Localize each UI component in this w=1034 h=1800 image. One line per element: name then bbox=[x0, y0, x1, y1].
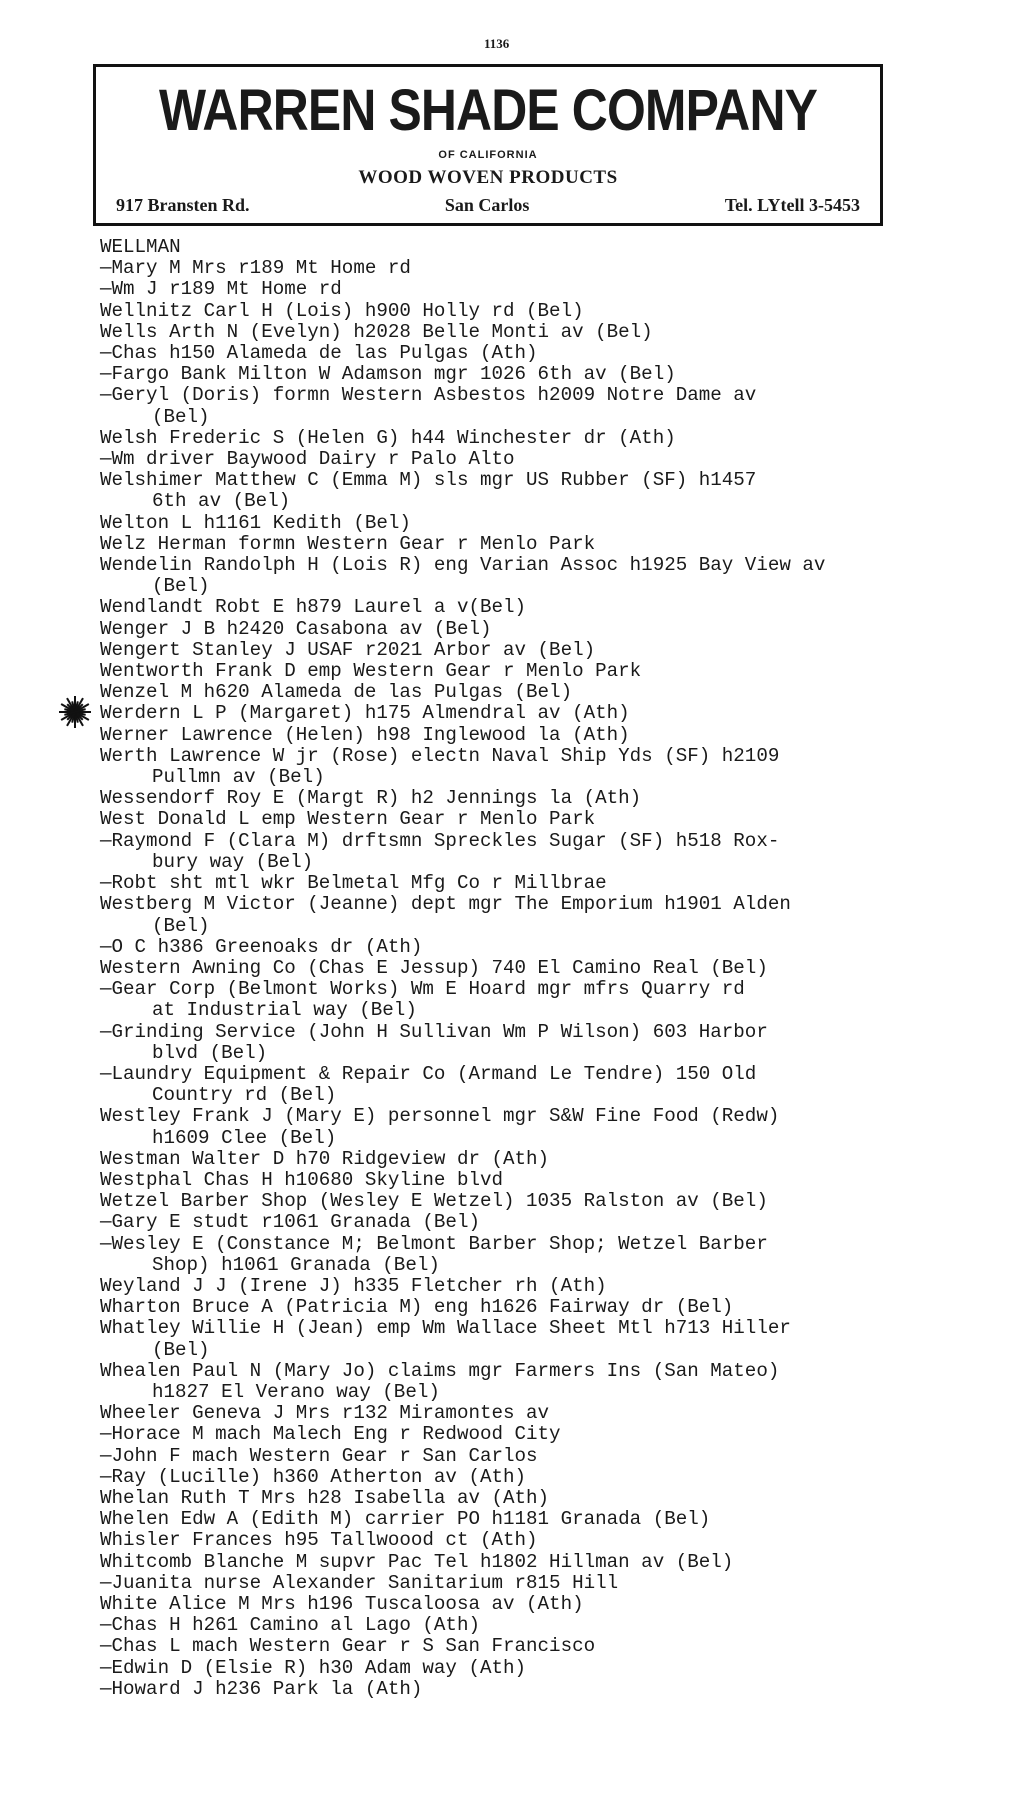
entry-line: —Grinding Service (John H Sullivan Wm P Wilson) 603 Harbor bbox=[100, 1020, 768, 1043]
entry-line: Werth Lawrence W jr (Rose) electn Naval Ship Yds (SF) h2109 bbox=[100, 744, 780, 767]
directory-entry bbox=[100, 682, 912, 703]
entry-line: Wetzel Barber Shop (Wesley E Wetzel) 1035 Ralston av (Bel) bbox=[100, 1190, 768, 1213]
directory-entry bbox=[100, 746, 912, 788]
entry-line: —Laundry Equipment & Repair Co (Armand Le Tendre) 150 Old bbox=[100, 1062, 757, 1085]
entry-line: —O C h386 Greenoaks dr (Ath) bbox=[100, 935, 423, 958]
entry-continuation-line: at Industrial way (Bel) bbox=[152, 999, 417, 1022]
directory-entry bbox=[100, 1615, 912, 1636]
entry-line: —Wesley E (Constance M; Belmont Barber Shop; Wetzel Barber bbox=[100, 1232, 768, 1255]
entry-line: —Edwin D (Elsie R) h30 Adam way (Ath) bbox=[100, 1656, 527, 1679]
directory-entry bbox=[100, 428, 912, 449]
entry-line: Welz Herman formn Western Gear r Menlo Park bbox=[100, 532, 596, 555]
ad-address: 917 Bransten Rd. bbox=[116, 195, 250, 215]
entry-continuation-line: h1609 Clee (Bel) bbox=[152, 1126, 337, 1149]
entry-line: Westphal Chas H h10680 Skyline blvd bbox=[100, 1168, 504, 1191]
entry-line: Wharton Bruce A (Patricia M) eng h1626 Fairway dr (Bel) bbox=[100, 1296, 734, 1319]
entry-line: —Juanita nurse Alexander Sanitarium r815 Hill bbox=[100, 1571, 619, 1594]
entry-line: Wendlandt Robt E h879 Laurel a v(Bel) bbox=[100, 596, 527, 619]
directory-entry bbox=[100, 1467, 912, 1488]
entry-line: —Mary M Mrs r189 Mt Home rd bbox=[100, 257, 411, 280]
entry-line: Welton L h1161 Kedith (Bel) bbox=[100, 511, 411, 534]
entry-line: Wenger J B h2420 Casabona av (Bel) bbox=[100, 617, 492, 640]
entry-line: Whisler Frances h95 Tallwoood ct (Ath) bbox=[100, 1529, 538, 1552]
directory-entry bbox=[100, 1424, 912, 1445]
directory-listings bbox=[100, 237, 912, 1700]
entry-line: Wessendorf Roy E (Margt R) h2 Jennings la (Ath) bbox=[100, 787, 642, 810]
directory-entry bbox=[100, 894, 912, 936]
entry-continuation-line: Shop) h1061 Granada (Bel) bbox=[152, 1253, 440, 1276]
entry-line: Wellnitz Carl H (Lois) h900 Holly rd (Bel) bbox=[100, 299, 584, 322]
entry-line: Werner Lawrence (Helen) h98 Inglewood la (Ath) bbox=[100, 723, 630, 746]
directory-entry bbox=[100, 1636, 912, 1657]
directory-entry bbox=[100, 1552, 912, 1573]
ad-products: WOOD WOVEN PRODUCTS bbox=[358, 167, 618, 188]
ad-phone: Tel. LYtell 3-5453 bbox=[724, 195, 860, 215]
asterisk-marker-icon bbox=[58, 695, 92, 729]
directory-entry bbox=[100, 1064, 912, 1106]
entry-line: Whatley Willie H (Jean) emp Wm Wallace Sheet Mtl h713 Hiller bbox=[100, 1317, 791, 1340]
directory-entry bbox=[100, 958, 912, 979]
entry-continuation-line: (Bel) bbox=[152, 914, 210, 937]
entry-line: —Chas L mach Western Gear r S San Francisco bbox=[100, 1635, 596, 1658]
directory-entry bbox=[100, 1106, 912, 1148]
entry-line: Wentworth Frank D emp Western Gear r Menlo Park bbox=[100, 660, 642, 683]
directory-entry bbox=[100, 1361, 912, 1403]
directory-entry bbox=[100, 788, 912, 809]
directory-entry bbox=[100, 661, 912, 682]
entry-line: Whealen Paul N (Mary Jo) claims mgr Farmers Ins (San Mateo) bbox=[100, 1359, 780, 1382]
ad-subtitle: OF CALIFORNIA bbox=[438, 149, 538, 161]
directory-entry bbox=[100, 237, 912, 258]
directory-entry bbox=[100, 1170, 912, 1191]
directory-entry bbox=[100, 725, 912, 746]
entry-line: Welsh Frederic S (Helen G) h44 Winchester dr (Ath) bbox=[100, 426, 676, 449]
entry-line: WELLMAN bbox=[100, 236, 181, 258]
directory-entry bbox=[100, 703, 912, 724]
directory-entry bbox=[100, 385, 912, 427]
directory-entry bbox=[100, 1488, 912, 1509]
entry-line: —Chas H h261 Camino al Lago (Ath) bbox=[100, 1614, 480, 1637]
directory-entry bbox=[100, 534, 912, 555]
directory-entry bbox=[100, 1212, 912, 1233]
entry-line: Whelan Ruth T Mrs h28 Isabella av (Ath) bbox=[100, 1486, 550, 1509]
entry-line: Whitcomb Blanche M supvr Pac Tel h1802 Hillman av (Bel) bbox=[100, 1550, 734, 1573]
ad-company-name: WARREN SHADE COMPANY bbox=[158, 78, 818, 143]
directory-entry bbox=[100, 1530, 912, 1551]
directory-entry bbox=[100, 597, 912, 618]
directory-entry bbox=[100, 301, 912, 322]
directory-entry bbox=[100, 322, 912, 343]
entry-continuation-line: (Bel) bbox=[152, 405, 210, 428]
directory-entry bbox=[100, 1149, 912, 1170]
directory-entry bbox=[100, 809, 912, 830]
entry-line: —Robt sht mtl wkr Belmetal Mfg Co r Millbrae bbox=[100, 872, 607, 895]
directory-entry bbox=[100, 279, 912, 300]
page-number: 1136 bbox=[484, 36, 510, 51]
directory-entry bbox=[100, 937, 912, 958]
directory-entry bbox=[100, 555, 912, 597]
entry-continuation-line: Pullmn av (Bel) bbox=[152, 766, 325, 789]
entry-continuation-line: Country rd (Bel) bbox=[152, 1084, 337, 1107]
entry-line: —John F mach Western Gear r San Carlos bbox=[100, 1444, 538, 1467]
entry-line: Western Awning Co (Chas E Jessup) 740 El Camino Real (Bel) bbox=[100, 956, 768, 979]
entry-line: Welshimer Matthew C (Emma M) sls mgr US Rubber (SF) h1457 bbox=[100, 469, 757, 492]
directory-entry bbox=[100, 979, 912, 1021]
ad-contact-row bbox=[116, 195, 860, 216]
directory-entry bbox=[100, 449, 912, 470]
directory-entry bbox=[100, 1022, 912, 1064]
entry-line: —Howard J h236 Park la (Ath) bbox=[100, 1677, 423, 1700]
directory-entry bbox=[100, 1318, 912, 1360]
entry-line: —Raymond F (Clara M) drftsmn Spreckles Sugar (SF) h518 Rox- bbox=[100, 829, 780, 852]
entry-line: Whelen Edw A (Edith M) carrier PO h1181 Granada (Bel) bbox=[100, 1508, 711, 1531]
directory-entry bbox=[100, 1509, 912, 1530]
entry-line: Weyland J J (Irene J) h335 Fletcher rh (Ath) bbox=[100, 1274, 607, 1297]
entry-line: Werdern L P (Margaret) h175 Almendral av (Ath) bbox=[100, 702, 630, 725]
directory-entry bbox=[100, 470, 912, 512]
entry-line: —Horace M mach Malech Eng r Redwood City bbox=[100, 1423, 561, 1446]
entry-line: —Gary E studt r1061 Granada (Bel) bbox=[100, 1211, 480, 1234]
entry-continuation-line: bury way (Bel) bbox=[152, 850, 314, 873]
advertisement-box bbox=[93, 64, 883, 226]
directory-entry bbox=[100, 619, 912, 640]
entry-line: —Gear Corp (Belmont Works) Wm E Hoard mgr mfrs Quarry rd bbox=[100, 978, 745, 1001]
entry-line: White Alice M Mrs h196 Tuscaloosa av (Ath) bbox=[100, 1593, 584, 1615]
directory-entry bbox=[100, 873, 912, 894]
entry-line: West Donald L emp Western Gear r Menlo Park bbox=[100, 808, 596, 831]
directory-entry bbox=[100, 1573, 912, 1594]
directory-entry bbox=[100, 1403, 912, 1424]
entry-line: Wells Arth N (Evelyn) h2028 Belle Monti av (Bel) bbox=[100, 320, 653, 343]
entry-continuation-line: 6th av (Bel) bbox=[152, 490, 291, 513]
directory-entry bbox=[100, 1234, 912, 1276]
directory-entry bbox=[100, 1594, 912, 1615]
entry-line: —Wm J r189 Mt Home rd bbox=[100, 278, 342, 301]
entry-continuation-line: (Bel) bbox=[152, 575, 210, 598]
ad-city: San Carlos bbox=[444, 195, 530, 215]
directory-entry bbox=[100, 1297, 912, 1318]
directory-entry bbox=[100, 1276, 912, 1297]
entry-line: —Fargo Bank Milton W Adamson mgr 1026 6th av (Bel) bbox=[100, 363, 676, 386]
entry-line: Westley Frank J (Mary E) personnel mgr S&W Fine Food (Redw) bbox=[100, 1105, 780, 1128]
directory-entry bbox=[100, 1191, 912, 1212]
entry-line: Wendelin Randolph H (Lois R) eng Varian Assoc h1925 Bay View av bbox=[100, 554, 826, 577]
entry-continuation-line: blvd (Bel) bbox=[152, 1041, 268, 1064]
entry-line: Wengert Stanley J USAF r2021 Arbor av (Bel) bbox=[100, 638, 596, 661]
entry-line: Westberg M Victor (Jeanne) dept mgr The Emporium h1901 Alden bbox=[100, 893, 791, 916]
entry-line: —Geryl (Doris) formn Western Asbestos h2009 Notre Dame av bbox=[100, 384, 757, 407]
entry-continuation-line: (Bel) bbox=[152, 1338, 210, 1361]
entry-line: Wheeler Geneva J Mrs r132 Miramontes av bbox=[100, 1402, 550, 1425]
entry-line: —Wm driver Baywood Dairy r Palo Alto bbox=[100, 448, 515, 471]
entry-line: —Ray (Lucille) h360 Atherton av (Ath) bbox=[100, 1465, 527, 1488]
entry-continuation-line: h1827 El Verano way (Bel) bbox=[152, 1380, 440, 1403]
directory-entry bbox=[100, 1658, 912, 1679]
entry-line: Wenzel M h620 Alameda de las Pulgas (Bel) bbox=[100, 681, 573, 704]
directory-entry bbox=[100, 1679, 912, 1700]
entry-line: —Chas h150 Alameda de las Pulgas (Ath) bbox=[100, 342, 538, 365]
entry-line: Westman Walter D h70 Ridgeview dr (Ath) bbox=[100, 1147, 550, 1170]
directory-entry bbox=[100, 258, 912, 279]
directory-entry bbox=[100, 1446, 912, 1467]
directory-entry bbox=[100, 513, 912, 534]
directory-entry bbox=[100, 831, 912, 873]
directory-entry bbox=[100, 640, 912, 661]
directory-entry bbox=[100, 343, 912, 364]
directory-entry bbox=[100, 364, 912, 385]
